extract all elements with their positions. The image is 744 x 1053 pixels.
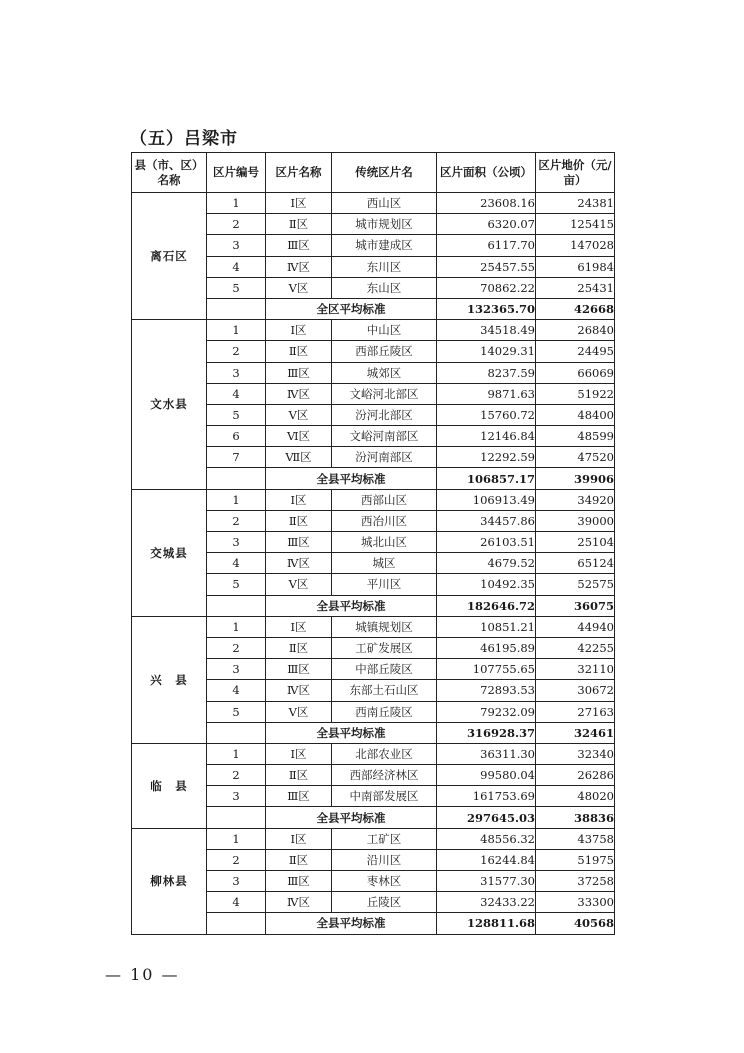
county-name-cell: 兴 县 (132, 616, 207, 743)
traditional-name-cell: 沿川区 (332, 849, 437, 870)
zone-number-cell: 2 (207, 214, 266, 235)
price-cell: 48599 (536, 426, 615, 447)
price-cell: 65124 (536, 553, 615, 574)
traditional-name-cell: 东山区 (332, 277, 437, 298)
average-price-cell: 36075 (536, 595, 615, 616)
area-cell: 34518.49 (437, 320, 536, 341)
zone-name-cell: Ⅴ区 (266, 404, 332, 425)
price-cell: 37258 (536, 871, 615, 892)
price-cell: 33300 (536, 892, 615, 913)
traditional-name-cell: 城镇规划区 (332, 616, 437, 637)
price-cell: 24495 (536, 341, 615, 362)
zone-number-cell: 5 (207, 574, 266, 595)
price-cell: 48020 (536, 786, 615, 807)
zone-number-cell: 5 (207, 277, 266, 298)
header-zone-no: 区片编号 (207, 153, 266, 193)
land-price-table (131, 152, 615, 935)
traditional-name-cell: 文峪河北部区 (332, 383, 437, 404)
zone-number-cell: 1 (207, 616, 266, 637)
area-cell: 99580.04 (437, 765, 536, 786)
zone-name-cell: Ⅴ区 (266, 701, 332, 722)
traditional-name-cell: 城市建成区 (332, 235, 437, 256)
zone-number-cell: 2 (207, 765, 266, 786)
average-label-cell: 全县平均标准 (266, 913, 437, 934)
area-cell: 12146.84 (437, 426, 536, 447)
traditional-name-cell: 城郊区 (332, 362, 437, 383)
zone-name-cell: Ⅲ区 (266, 871, 332, 892)
area-cell: 70862.22 (437, 277, 536, 298)
price-cell: 51922 (536, 383, 615, 404)
area-cell: 16244.84 (437, 849, 536, 870)
traditional-name-cell: 城区 (332, 553, 437, 574)
zone-name-cell: Ⅳ区 (266, 256, 332, 277)
header-price: 区片地价（元/亩） (536, 153, 615, 193)
zone-name-cell: Ⅴ区 (266, 277, 332, 298)
price-cell: 32340 (536, 743, 615, 764)
price-cell: 43758 (536, 828, 615, 849)
average-area-cell: 297645.03 (437, 807, 536, 828)
zone-name-cell: Ⅵ区 (266, 426, 332, 447)
traditional-name-cell: 西部经济林区 (332, 765, 437, 786)
area-cell: 6320.07 (437, 214, 536, 235)
zone-name-cell: Ⅱ区 (266, 849, 332, 870)
price-cell: 51975 (536, 849, 615, 870)
area-cell: 48556.32 (437, 828, 536, 849)
average-price-cell: 42668 (536, 298, 615, 319)
price-cell: 26286 (536, 765, 615, 786)
traditional-name-cell: 汾河北部区 (332, 404, 437, 425)
price-cell: 44940 (536, 616, 615, 637)
zone-name-cell: Ⅲ区 (266, 659, 332, 680)
area-cell: 32433.22 (437, 892, 536, 913)
area-cell: 107755.65 (437, 659, 536, 680)
area-cell: 12292.59 (437, 447, 536, 468)
average-label-cell: 全区平均标准 (266, 298, 437, 319)
zone-name-cell: Ⅱ区 (266, 341, 332, 362)
zone-number-cell: 1 (207, 193, 266, 214)
county-name-cell: 柳林县 (132, 828, 207, 934)
zone-number-cell: 3 (207, 235, 266, 256)
area-cell: 15760.72 (437, 404, 536, 425)
price-cell: 47520 (536, 447, 615, 468)
average-area-cell: 128811.68 (437, 913, 536, 934)
traditional-name-cell: 城市规划区 (332, 214, 437, 235)
traditional-name-cell: 中南部发展区 (332, 786, 437, 807)
price-cell: 30672 (536, 680, 615, 701)
price-cell: 39000 (536, 510, 615, 531)
zone-number-cell: 2 (207, 637, 266, 658)
zone-name-cell: Ⅲ区 (266, 362, 332, 383)
zone-name-cell: Ⅱ区 (266, 214, 332, 235)
area-cell: 8237.59 (437, 362, 536, 383)
area-cell: 10492.35 (437, 574, 536, 595)
price-cell: 125415 (536, 214, 615, 235)
area-cell: 25457.55 (437, 256, 536, 277)
zone-name-cell: Ⅲ区 (266, 532, 332, 553)
county-name-cell: 交城县 (132, 489, 207, 616)
average-area-cell: 132365.70 (437, 298, 536, 319)
zone-name-cell: Ⅱ区 (266, 510, 332, 531)
table-row (132, 193, 615, 214)
price-cell: 24381 (536, 193, 615, 214)
header-zone-name: 区片名称 (266, 153, 332, 193)
area-cell: 46195.89 (437, 637, 536, 658)
price-cell: 25104 (536, 532, 615, 553)
zone-name-cell: Ⅰ区 (266, 616, 332, 637)
traditional-name-cell: 枣林区 (332, 871, 437, 892)
area-cell: 10851.21 (437, 616, 536, 637)
average-blank-cell (207, 722, 266, 743)
average-blank-cell (207, 807, 266, 828)
traditional-name-cell: 丘陵区 (332, 892, 437, 913)
zone-name-cell: Ⅰ区 (266, 193, 332, 214)
zone-number-cell: 7 (207, 447, 266, 468)
zone-number-cell: 1 (207, 489, 266, 510)
table-header-row (132, 153, 615, 193)
zone-name-cell: Ⅲ区 (266, 786, 332, 807)
average-blank-cell (207, 595, 266, 616)
average-area-cell: 316928.37 (437, 722, 536, 743)
zone-name-cell: Ⅳ区 (266, 892, 332, 913)
average-label-cell: 全县平均标准 (266, 807, 437, 828)
zone-name-cell: Ⅲ区 (266, 235, 332, 256)
zone-number-cell: 3 (207, 532, 266, 553)
zone-name-cell: Ⅳ区 (266, 383, 332, 404)
zone-number-cell: 4 (207, 892, 266, 913)
table-row (132, 828, 615, 849)
traditional-name-cell: 工矿发展区 (332, 637, 437, 658)
zone-number-cell: 1 (207, 320, 266, 341)
price-cell: 25431 (536, 277, 615, 298)
traditional-name-cell: 西部山区 (332, 489, 437, 510)
area-cell: 161753.69 (437, 786, 536, 807)
average-price-cell: 38836 (536, 807, 615, 828)
zone-number-cell: 4 (207, 680, 266, 701)
average-area-cell: 182646.72 (437, 595, 536, 616)
zone-number-cell: 6 (207, 426, 266, 447)
zone-number-cell: 1 (207, 828, 266, 849)
area-cell: 34457.86 (437, 510, 536, 531)
zone-number-cell: 5 (207, 404, 266, 425)
zone-name-cell: Ⅰ区 (266, 489, 332, 510)
average-blank-cell (207, 913, 266, 934)
area-cell: 31577.30 (437, 871, 536, 892)
zone-name-cell: Ⅱ区 (266, 637, 332, 658)
average-blank-cell (207, 298, 266, 319)
zone-number-cell: 1 (207, 743, 266, 764)
traditional-name-cell: 中山区 (332, 320, 437, 341)
price-cell: 27163 (536, 701, 615, 722)
table-row (132, 743, 615, 764)
zone-number-cell: 4 (207, 383, 266, 404)
average-price-cell: 40568 (536, 913, 615, 934)
page-number: — 10 — (105, 965, 180, 984)
price-cell: 61984 (536, 256, 615, 277)
header-area: 区片面积（公顷） (437, 153, 536, 193)
traditional-name-cell: 东部土石山区 (332, 680, 437, 701)
area-cell: 14029.31 (437, 341, 536, 362)
average-price-cell: 32461 (536, 722, 615, 743)
zone-number-cell: 4 (207, 553, 266, 574)
table-body (132, 193, 615, 935)
average-label-cell: 全县平均标准 (266, 468, 437, 489)
traditional-name-cell: 平川区 (332, 574, 437, 595)
zone-name-cell: Ⅶ区 (266, 447, 332, 468)
area-cell: 23608.16 (437, 193, 536, 214)
traditional-name-cell: 中部丘陵区 (332, 659, 437, 680)
zone-name-cell: Ⅳ区 (266, 553, 332, 574)
price-cell: 147028 (536, 235, 615, 256)
area-cell: 9871.63 (437, 383, 536, 404)
traditional-name-cell: 西冶川区 (332, 510, 437, 531)
area-cell: 72893.53 (437, 680, 536, 701)
zone-name-cell: Ⅰ区 (266, 828, 332, 849)
zone-number-cell: 4 (207, 256, 266, 277)
price-cell: 32110 (536, 659, 615, 680)
table-row (132, 320, 615, 341)
zone-number-cell: 3 (207, 659, 266, 680)
zone-number-cell: 2 (207, 849, 266, 870)
price-cell: 26840 (536, 320, 615, 341)
county-name-cell: 文水县 (132, 320, 207, 490)
area-cell: 6117.70 (437, 235, 536, 256)
average-price-cell: 39906 (536, 468, 615, 489)
traditional-name-cell: 北部农业区 (332, 743, 437, 764)
header-county: 县（市、区）名称 (132, 153, 207, 193)
price-cell: 42255 (536, 637, 615, 658)
traditional-name-cell: 西南丘陵区 (332, 701, 437, 722)
county-name-cell: 离石区 (132, 193, 207, 320)
average-blank-cell (207, 468, 266, 489)
price-cell: 52575 (536, 574, 615, 595)
area-cell: 26103.51 (437, 532, 536, 553)
zone-number-cell: 5 (207, 701, 266, 722)
zone-number-cell: 3 (207, 871, 266, 892)
average-label-cell: 全县平均标准 (266, 722, 437, 743)
page-title: （五）吕梁市 (130, 129, 238, 149)
traditional-name-cell: 文峪河南部区 (332, 426, 437, 447)
zone-number-cell: 3 (207, 362, 266, 383)
average-area-cell: 106857.17 (437, 468, 536, 489)
zone-name-cell: Ⅱ区 (266, 765, 332, 786)
zone-number-cell: 2 (207, 510, 266, 531)
header-traditional-name: 传统区片名 (332, 153, 437, 193)
table-row (132, 489, 615, 510)
traditional-name-cell: 工矿区 (332, 828, 437, 849)
table-row (132, 616, 615, 637)
traditional-name-cell: 西部丘陵区 (332, 341, 437, 362)
traditional-name-cell: 汾河南部区 (332, 447, 437, 468)
price-cell: 48400 (536, 404, 615, 425)
traditional-name-cell: 东川区 (332, 256, 437, 277)
zone-name-cell: Ⅳ区 (266, 680, 332, 701)
area-cell: 106913.49 (437, 489, 536, 510)
area-cell: 4679.52 (437, 553, 536, 574)
zone-number-cell: 2 (207, 341, 266, 362)
zone-name-cell: Ⅰ区 (266, 743, 332, 764)
price-cell: 66069 (536, 362, 615, 383)
average-label-cell: 全县平均标准 (266, 595, 437, 616)
county-name-cell: 临 县 (132, 743, 207, 828)
zone-number-cell: 3 (207, 786, 266, 807)
price-cell: 34920 (536, 489, 615, 510)
area-cell: 79232.09 (437, 701, 536, 722)
zone-name-cell: Ⅰ区 (266, 320, 332, 341)
traditional-name-cell: 城北山区 (332, 532, 437, 553)
zone-name-cell: Ⅴ区 (266, 574, 332, 595)
area-cell: 36311.30 (437, 743, 536, 764)
traditional-name-cell: 西山区 (332, 193, 437, 214)
